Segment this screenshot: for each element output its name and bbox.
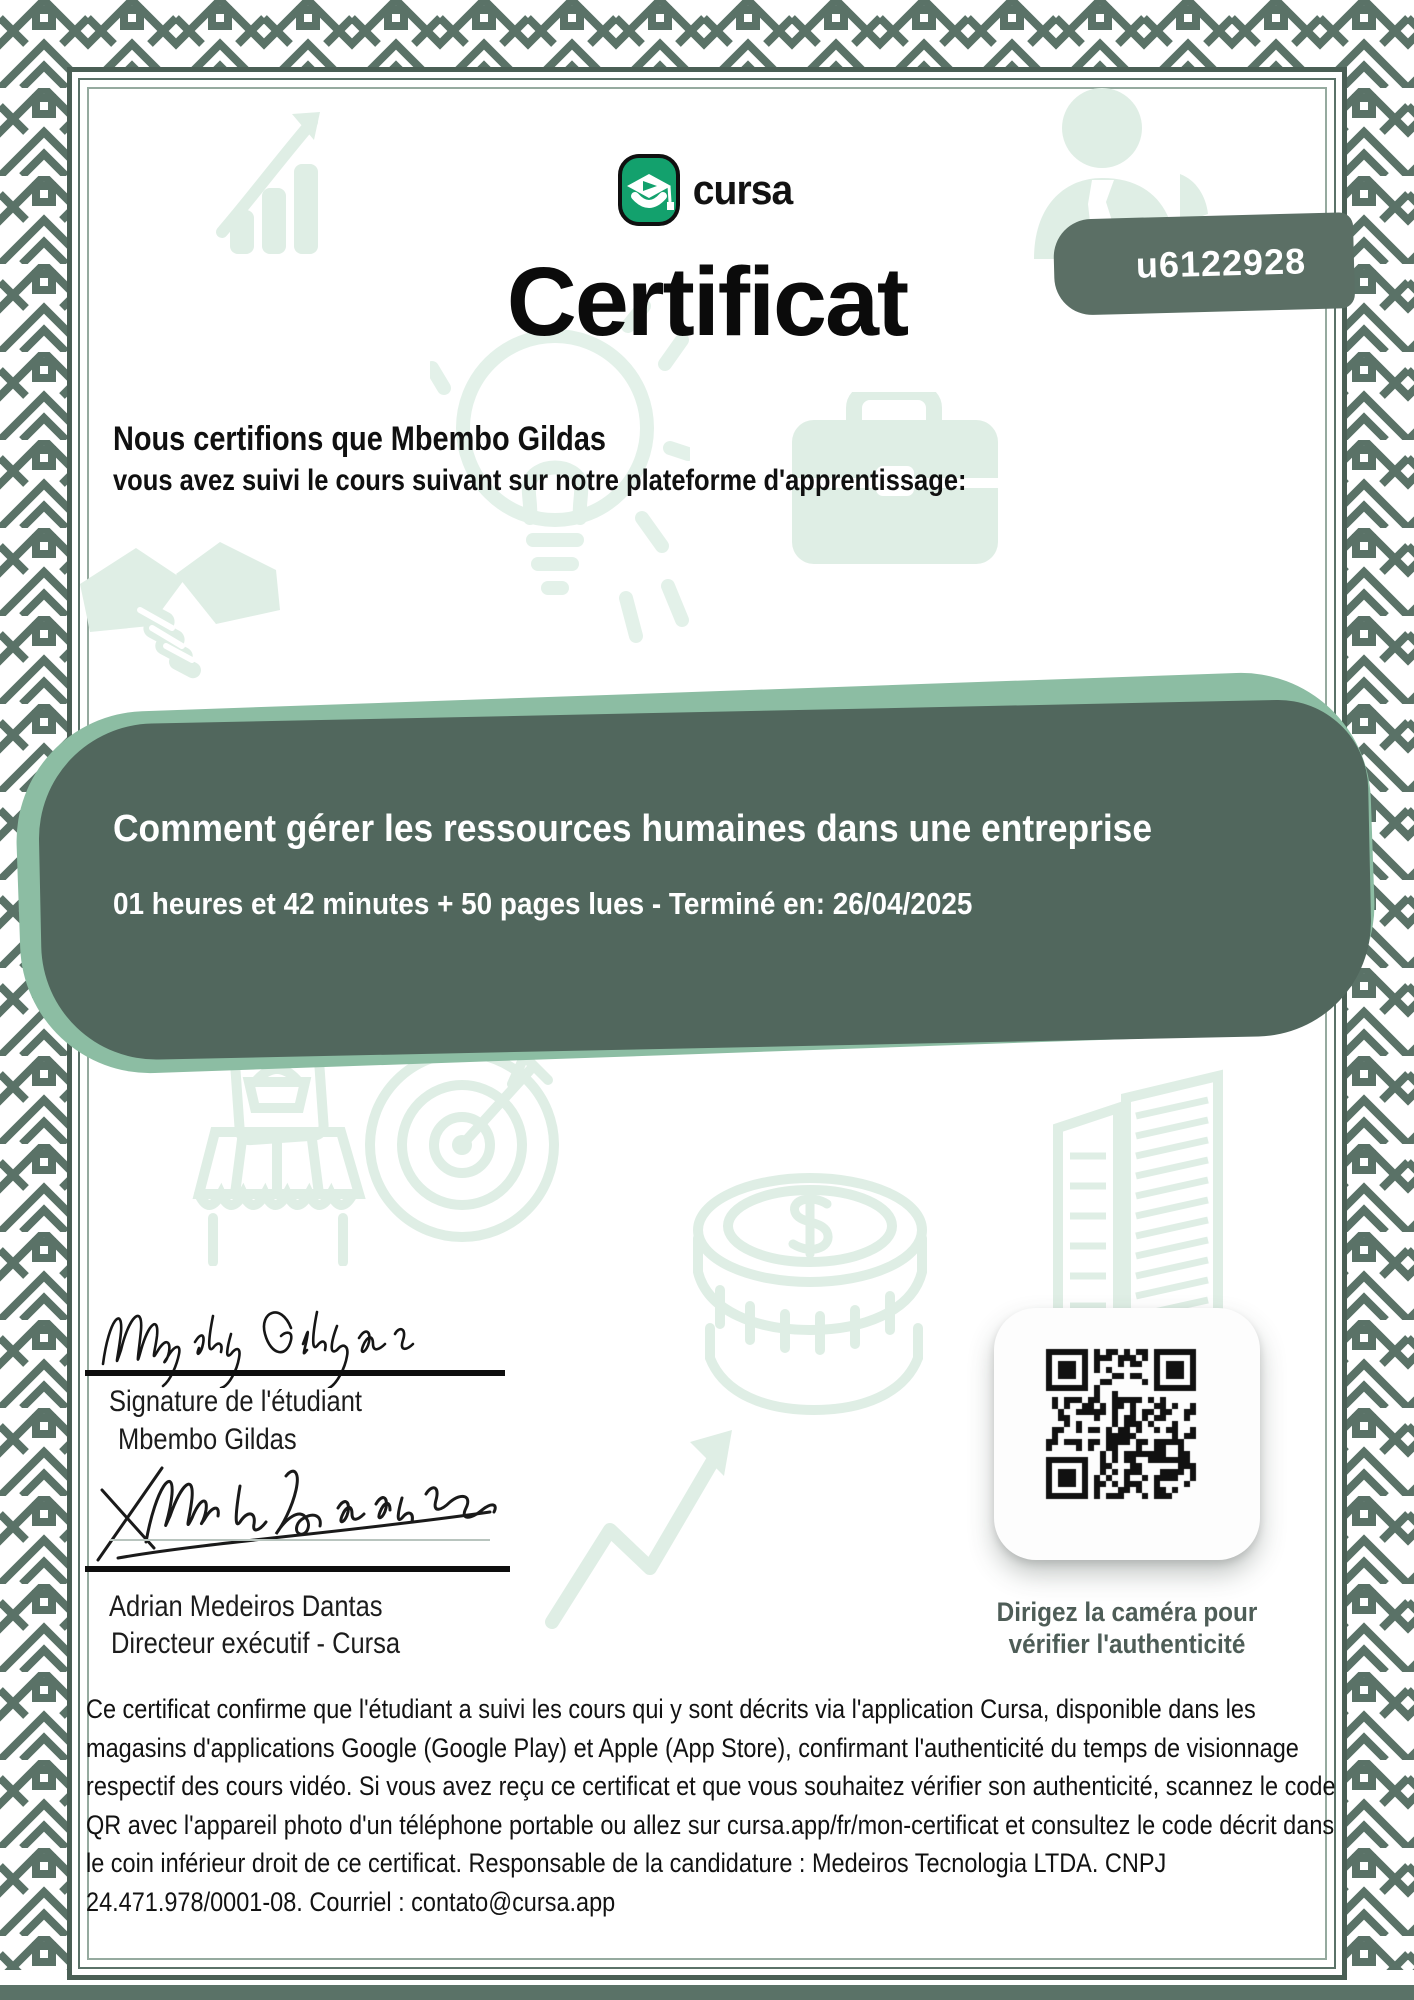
brand-name: cursa [693,166,793,213]
course-title: Comment gérer les ressources humaines dans une entreprise [113,808,1152,850]
certificate-title: Certificat [506,247,908,356]
student-signature-label: Signature de l'étudiant [109,1385,362,1418]
handshake-icon [80,540,280,680]
cursa-logo-icon [617,152,681,228]
course-blob [37,698,1374,1062]
footer-text: Ce certificat confirme que l'étudiant a suivi les cours qui y sont décrits via l'application Cursa, disponible dans les magasins d'applications Google (Google Play) et Apple (App Store), confirmant l'authenticité du temps de visionnage respectif des cours vidéo. Si vous avez reçu ce certificat et que vous souhaitez vérifier son authenticité, scannez le code QR avec l'appareil photo d'un téléphone portable ou allez sur cursa.app/fr/mon-certificat et consultez le code décrit dans le coin inférieur droit de ce certificat. Responsable de la candidature : Medeiros Tecnologia LTDA. CNPJ 24.471.978/0001-08. Courriel : contato@cursa.app [86,1694,1336,1917]
intro-line1 [113,420,606,459]
qr-card [994,1308,1260,1560]
student-name: Mbembo Gildas [390,420,606,458]
brand-logo [0,152,1414,228]
director-name: Adrian Medeiros Dantas [109,1590,383,1623]
buildings-icon [1048,1068,1238,1338]
intro-prefix: Nous certifions que [113,420,391,458]
director-role: Directeur exécutif - Cursa [111,1627,401,1660]
director-signature-line [85,1566,510,1572]
growth-arrow-icon [540,1390,750,1640]
qr-caption [980,1596,1273,1660]
bottom-edge-bar [0,1985,1414,2000]
qr-caption-line1: Dirigez la caméra pour [996,1597,1258,1627]
qr-code [1043,1346,1200,1503]
student-signature-line [85,1370,505,1376]
dartboard-icon [362,1040,572,1250]
student-signature-name: Mbembo Gildas [118,1423,297,1456]
certificate-code: u6122928 [1135,240,1307,286]
intro-line2: vous avez suivi le cours suivant sur notre plateforme d'apprentissage: [113,464,967,497]
director-signature-script [90,1448,510,1573]
qr-caption-line2: vérifier l'authenticité [1008,1629,1246,1659]
course-details: 01 heures et 42 minutes + 50 pages lues - Terminé en: 26/04/2025 [113,886,973,921]
